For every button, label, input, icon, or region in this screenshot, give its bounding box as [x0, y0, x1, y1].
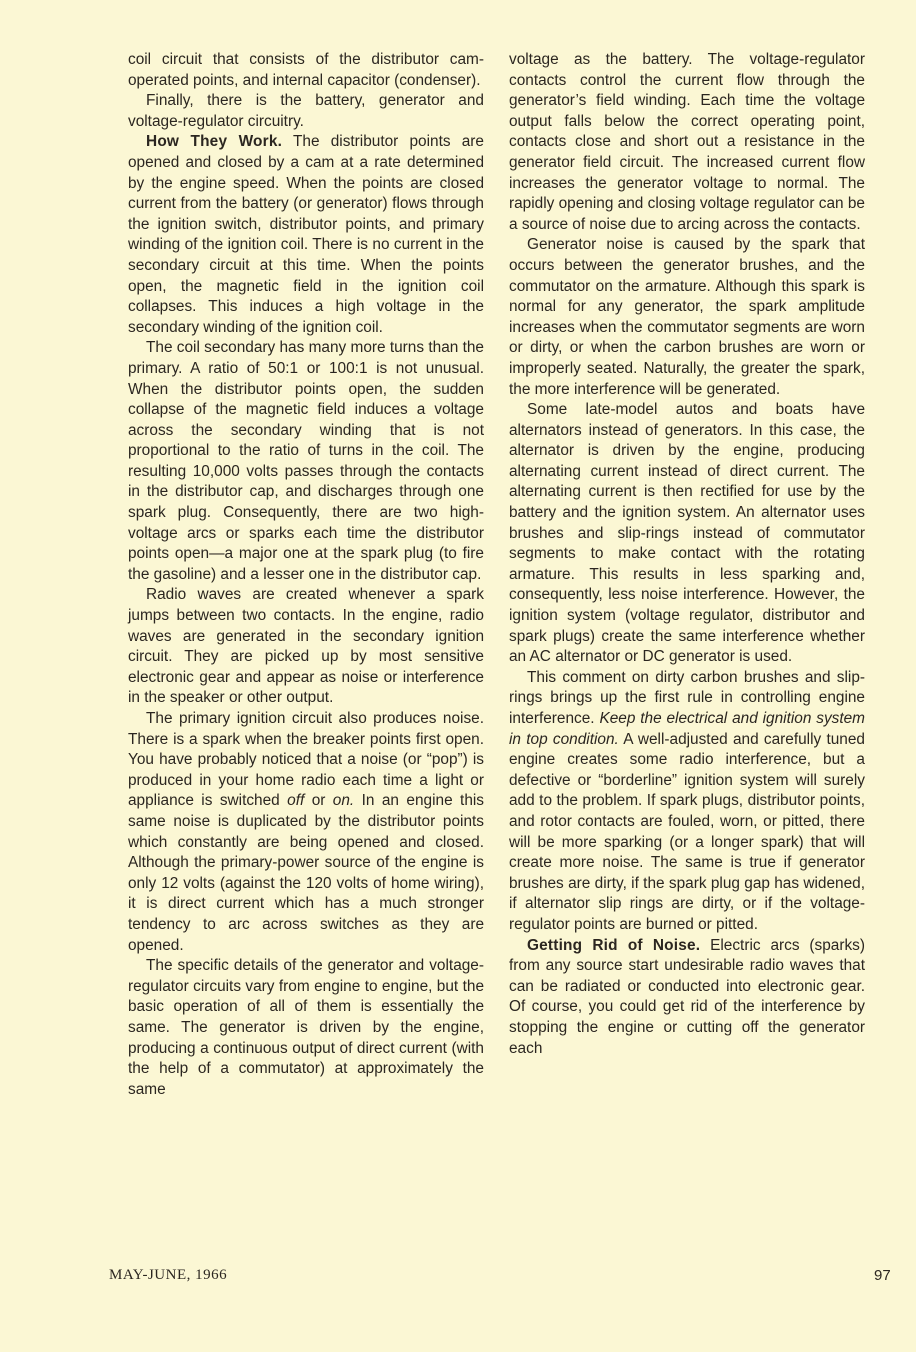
paragraph: voltage as the battery. The voltage-regulator contacts control the current flow through the generator’s field winding. Each time the voltage output falls below the correct operating point, contacts close and short out a resistance in the generator field circuit. The increased current flow increases the generator voltage to normal. The rapidly opening and closing voltage regulator can be a source of noise due to arcing across the contacts.: [509, 51, 865, 233]
paragraph: [128, 709, 484, 956]
paragraph-text: The distributor points are opened and closed by a cam at a rate determined by the engine speed. When the points are closed current from the battery (or generator) flows through the ignition switch, distributor points, and primary winding of the ignition coil. There is no current in the secondary circuit at this time. When the points open, the magnetic field in the ignition coil collapses. This induces a high voltage in the secondary winding of the ignition coil.: [128, 133, 484, 336]
section-heading: How They Work.: [146, 133, 283, 151]
emphasis: Keep the electrical and ignition system in top condition.: [509, 710, 866, 748]
section-heading: Getting Rid of Noise.: [527, 936, 701, 954]
page-number: 97: [874, 1267, 891, 1284]
paragraph: Radio waves are created whenever a spark jumps between two contacts. In the engine, radio waves are generated in the secondary ignition circuit. They are picked up by most sensitive electronic gear and appear as noise or interference in the speaker or other output.: [128, 586, 484, 707]
right-column: [509, 50, 865, 1059]
left-column: [128, 50, 484, 1100]
paragraph-text: Electric arcs (sparks) from any source start undesirable radio waves that can be radiated or conducted into electronic gear. Of course, you could get rid of the interference by stopping the engine or cutting off the generator each: [509, 936, 865, 1057]
paragraph-text: This comment on dirty carbon brushes and slip-rings brings up the first rule in controlling engine interference.: [509, 668, 865, 727]
paragraph: Generator noise is caused by the spark that occurs between the generator brushes, and the commutator on the armature. Although this spark is normal for any generator, the spark amplitude increases when the commutator segments are worn or dirty, or when the carbon brushes are worn or improperly seated. Naturally, the greater the spark, the more interference will be generated.: [509, 236, 865, 398]
paragraph-text: The primary ignition circuit also produces noise. There is a spark when the breaker points first open. You have probably noticed that a noise (or “pop”) is produced in your home radio each time a light or appliance is switched: [128, 710, 484, 810]
issue-date: MAY-JUNE, 1966: [109, 1267, 228, 1283]
paragraph-text: A well-adjusted and carefully tuned engine creates some radio interference, but a defective or “borderline” ignition system will surely add to the problem. If spark plugs, distributor points, and rotor contacts are fouled, worn, or pitted, there will be more sparking (or a longer spark) that will create more noise. The same is true if generator brushes are dirty, if the spark plug gap has widened, if alternator slip rings are dirty, or if the voltage-regulator points are burned or pitted.: [509, 730, 865, 933]
emphasis: on.: [332, 792, 355, 810]
paragraph: Some late-model autos and boats have alternators instead of generators. In this case, the alternator is driven by the engine, producing alternating current instead of direct current. The alternating current is then rectified for use by the battery and the ignition system. An alternator uses brushes and slip-rings instead of commutator segments to make contact with the rotating armature. This results in less sparking and, consequently, less noise interference. However, the ignition system (voltage regulator, distributor and spark plugs) create the same interference whether an AC alternator or DC generator is used.: [509, 401, 865, 666]
paragraph: [509, 668, 865, 936]
paragraph: [128, 132, 484, 338]
paragraph: [509, 936, 865, 1060]
paragraph: coil circuit that consists of the distributor cam-operated points, and internal capacitor (condenser).: [128, 51, 484, 89]
paragraph: The coil secondary has many more turns than the primary. A ratio of 50:1 or 100:1 is not unusual. When the distributor points open, the sudden collapse of the magnetic field induces a voltage across the secondary winding that is not proportional to the ratio of turns in the coil. The resulting 10,000 volts passes through the contacts in the distributor cap, and discharges through one spark plug. Consequently, there are two high-voltage arcs or sparks each time the distributor points open—a major one at the spark plug (to fire the gasoline) and a lesser one in the distributor cap.: [128, 339, 484, 583]
paragraph: The specific details of the generator and voltage-regulator circuits vary from engine to engine, but the basic operation of all of them is essentially the same. The generator is driven by the engine, producing a continuous output of direct current (with the help of a commutator) at approximately the same: [128, 957, 484, 1098]
paragraph: Finally, there is the battery, generator and voltage-regulator circuitry.: [128, 92, 484, 130]
emphasis: off: [287, 792, 305, 810]
paragraph-text: or: [311, 792, 326, 810]
paragraph-text: In an engine this same noise is duplicated by the distributor points which constantly are being opened and closed. Although the primary-power source of the engine is only 12 volts (against the 120 volts of home wiring), it is direct current which has a much stronger tendency to arc across switches as they are opened.: [128, 792, 484, 954]
